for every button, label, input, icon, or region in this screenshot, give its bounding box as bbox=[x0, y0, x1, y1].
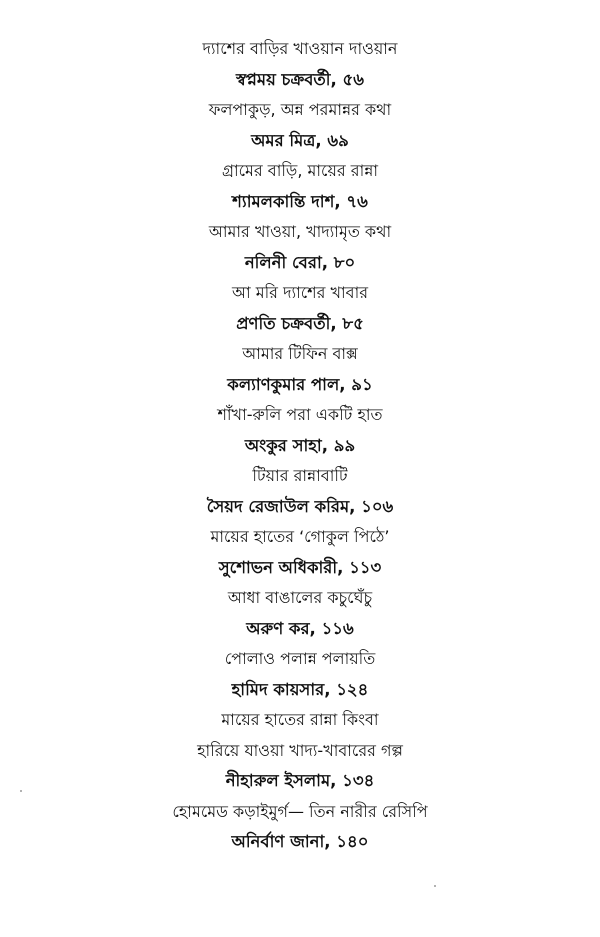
toc-entry-title: হোমমেড কড়াইমুর্গ— তিন নারীর রেসিপি bbox=[172, 801, 428, 821]
toc-entry-title: শাঁখা-রুলি পরা একটি হাত bbox=[217, 405, 383, 424]
toc-entry-title: গ্রামের বাড়ি, মায়ের রান্না bbox=[221, 161, 379, 180]
toc-entry bbox=[227, 339, 372, 400]
toc-entry-page-number: ৬৯ bbox=[327, 130, 349, 150]
toc-entry-author-line bbox=[219, 553, 382, 584]
toc-entry-page-number: ১২৪ bbox=[336, 679, 369, 699]
toc-entry-title: আমার টিফিন বাক্স bbox=[242, 344, 358, 363]
toc-entry-separator: , bbox=[321, 435, 334, 455]
toc-entry-author-line bbox=[227, 370, 372, 401]
toc-entry bbox=[197, 705, 403, 797]
toc-entry bbox=[225, 644, 376, 705]
paper-speck bbox=[20, 790, 22, 792]
paper-speck bbox=[434, 885, 436, 887]
toc-entry bbox=[217, 400, 382, 461]
toc-entry-title: আ মরি দ্যাশের খাবার bbox=[231, 283, 369, 302]
toc-entry-page-number: ৮৫ bbox=[342, 313, 364, 333]
toc-entry-author: স্বপ্নময় চক্রবর্তী bbox=[236, 69, 331, 89]
toc-entry-author: নলিনী বেরা bbox=[244, 252, 322, 272]
toc-entry-separator: , bbox=[330, 313, 343, 333]
toc-entry-author-line bbox=[245, 248, 355, 279]
toc-entry-page-number: ১৩৪ bbox=[342, 771, 375, 790]
toc-entry bbox=[232, 278, 368, 339]
toc-entry-page-number: ৮০ bbox=[333, 252, 356, 272]
toc-entry-page-number: ১৪০ bbox=[336, 832, 369, 851]
toc-entry-author: প্রণতি চক্রবর্তী bbox=[236, 313, 331, 333]
toc-entry-author: নীহারুল ইসলাম bbox=[225, 771, 331, 790]
toc-entry-page-number: ১০৬ bbox=[361, 496, 394, 516]
toc-entry-author: অরুণ কর bbox=[246, 618, 310, 638]
toc-entry-separator: , bbox=[330, 69, 343, 89]
toc-entry-title: মায়ের হাতের রান্না কিংবা bbox=[221, 710, 379, 729]
toc-entry-title: হারিয়ে যাওয়া খাদ্য-খাবারের গল্প bbox=[197, 740, 403, 760]
toc-entry-page-number: ৯১ bbox=[351, 374, 373, 394]
toc-entry-page-number: ১১৩ bbox=[349, 557, 382, 577]
toc-entry-author-line bbox=[207, 492, 394, 523]
toc-entry-author: সুশোভন অধিকারী bbox=[218, 557, 338, 577]
toc-entry-author: অংকুর সাহা bbox=[244, 435, 322, 455]
toc-entry-author-line bbox=[232, 827, 369, 858]
toc-entry-author: অনির্বাণ জানা bbox=[231, 832, 325, 851]
toc-entry bbox=[210, 522, 389, 583]
toc-entry-author-line bbox=[236, 65, 364, 96]
toc-entry-author-line bbox=[246, 614, 353, 645]
toc-entry-title: ফলপাকুড়, অন্ন পরমান্নর কথা bbox=[208, 100, 392, 119]
toc-entry-separator: , bbox=[349, 496, 362, 516]
toc-entry-separator: , bbox=[339, 374, 352, 394]
toc-entry-separator: , bbox=[330, 771, 343, 790]
toc-entry-author-line bbox=[232, 675, 369, 706]
toc-entry-title: পোলাও পলান্ন পলায়তি bbox=[224, 649, 376, 668]
toc-entry-title: আধা বাঙালের কচুঘেঁচু bbox=[227, 588, 373, 607]
toc-entry-author: সৈয়দ রেজাউল করিম bbox=[206, 496, 350, 516]
toc-entry-author-line bbox=[245, 431, 355, 462]
toc-entry-author-line bbox=[251, 126, 349, 157]
toc-entry-page-number: ৭৬ bbox=[346, 191, 368, 211]
toc-entry bbox=[228, 583, 372, 644]
toc-entry-title: টিয়ার রান্নাবাটি bbox=[252, 466, 348, 485]
toc-entry-author-line bbox=[226, 766, 375, 797]
toc-entry bbox=[172, 797, 427, 858]
table-of-contents bbox=[0, 34, 600, 858]
toc-entry-title: দ্যাশের বাড়ির খাওয়ান দাওয়ান bbox=[202, 39, 398, 58]
toc-entry-page-number: ১১৬ bbox=[321, 618, 354, 638]
toc-entry-author: অমর মিত্র bbox=[251, 130, 316, 150]
toc-entry-page-number: ৯৯ bbox=[333, 435, 356, 455]
toc-entry-title: মায়ের হাতের ‘গোকুল পিঠে’ bbox=[210, 527, 390, 546]
toc-entry bbox=[209, 217, 391, 278]
toc-entry bbox=[222, 156, 378, 217]
toc-entry-author: শ্যামলকান্তি দাশ bbox=[232, 191, 335, 211]
toc-entry-separator: , bbox=[321, 252, 334, 272]
toc-entry-author-line bbox=[232, 187, 368, 218]
toc-entry bbox=[209, 95, 391, 156]
toc-entry-author-line bbox=[236, 309, 364, 340]
toc-entry-page-number: ৫৬ bbox=[342, 69, 364, 89]
toc-entry-separator: , bbox=[337, 557, 350, 577]
toc-entry-author: কল্যাণকুমার পাল bbox=[227, 374, 340, 394]
toc-entry bbox=[207, 461, 394, 522]
toc-entry-separator: , bbox=[324, 679, 337, 699]
toc-entry-separator: , bbox=[309, 618, 322, 638]
toc-entry-separator: , bbox=[334, 191, 347, 211]
toc-entry-author: হামিদ কায়সার bbox=[231, 679, 325, 699]
toc-entry bbox=[203, 34, 398, 95]
toc-entry-title: আমার খাওয়া, খাদ্যামৃত কথা bbox=[208, 222, 392, 241]
toc-entry-separator: , bbox=[315, 130, 328, 150]
toc-entry-separator: , bbox=[324, 832, 337, 851]
